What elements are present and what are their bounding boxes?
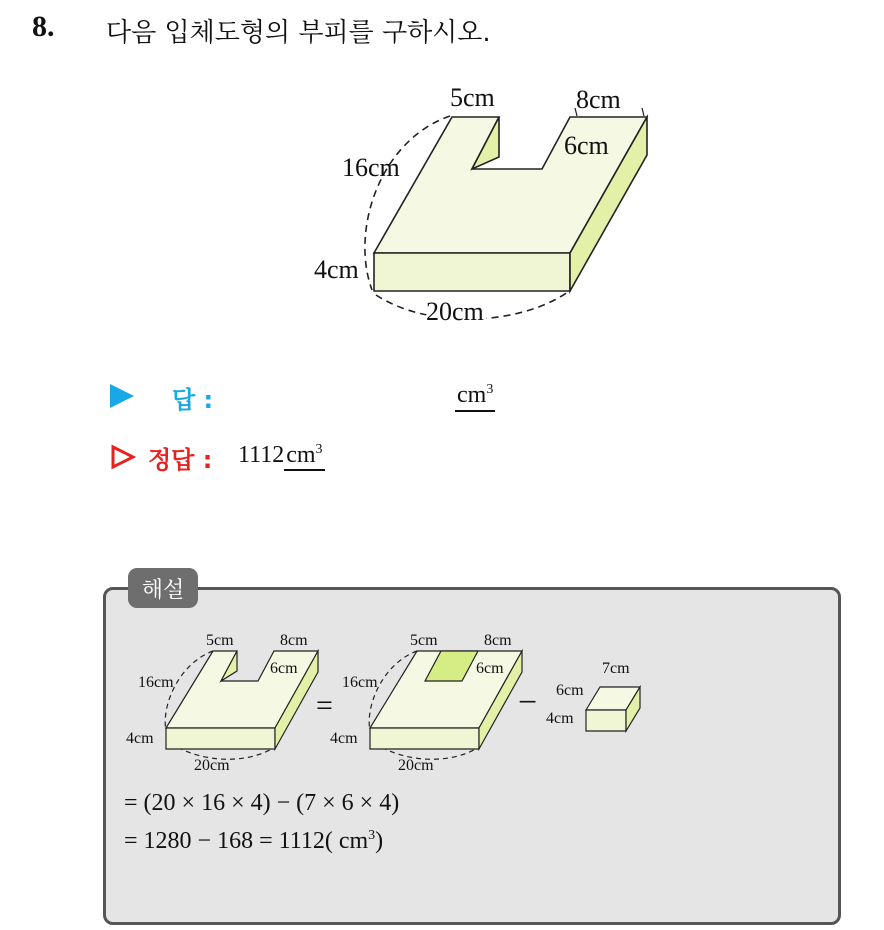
correct-value: 1112 [238,442,285,468]
correct-label: 정답 : [148,446,213,474]
explanation-tab: 해설 [128,568,198,608]
fig2-label-height: 4cm [330,730,358,747]
explain-fig3 [546,660,640,731]
label-top-notch: 5cm [450,83,495,112]
label-height: 4cm [314,255,359,284]
equation-line-2-prefix: = 1280 − 168 = 1112( cm [124,828,369,854]
correct-unit: $cm^3$ [284,442,324,471]
correct-answer-row [110,440,510,476]
answer-unit-exp: 3 [486,382,494,397]
label-notch-depth: 6cm [564,131,609,160]
fig1-label-left-side: 16cm [138,674,174,691]
explain-fig2 [330,632,522,774]
front-face [374,253,570,291]
outline-triangle-icon [110,444,136,470]
fig1-label-notch-depth: 6cm [270,660,298,677]
explanation-figures [120,625,660,785]
fig1-label-top-right: 8cm [280,632,308,649]
equation-line-2-suffix: ) [375,828,384,854]
label-bottom: 20cm [426,297,484,326]
equation-line-1: = (20 × 16 × 4) − (7 × 6 × 4) [124,790,400,816]
fig2-label-notch-depth: 6cm [476,660,504,677]
fig2-label-left-side: 16cm [342,674,378,691]
fig3-label-depth: 6cm [556,682,584,699]
label-left-side: 16cm [342,153,400,182]
fig2-label-top-notch: 5cm [410,632,438,649]
question-text: 다음 입체도형의 부피를 구하시오. [106,18,491,48]
equation-line-2 [124,828,383,855]
correct-unit-exp: 3 [315,442,323,457]
play-triangle-icon [110,384,134,408]
question-number: 8. [32,10,55,43]
fig1-label-top-notch: 5cm [206,632,234,649]
answer-input-unit[interactable] [455,382,495,412]
fig2-label-bottom: 20cm [398,757,434,774]
fig1-label-bottom: 20cm [194,757,230,774]
main-figure [300,80,680,330]
answer-label: 답 : [172,386,214,414]
answer-row [110,380,550,416]
minus-sign: − [518,684,538,721]
fig3-label-height: 4cm [546,710,574,727]
equation-line-2-exp: 3 [368,828,376,843]
correct-value-line [238,442,325,469]
answer-unit-text: cm [457,382,487,408]
explain-fig1 [126,632,318,774]
fig2-label-top-right: 8cm [484,632,512,649]
fig1-label-height: 4cm [126,730,154,747]
fig3-label-length: 7cm [602,660,630,677]
equals-sign: = [316,689,333,722]
label-top-right: 8cm [576,85,621,114]
